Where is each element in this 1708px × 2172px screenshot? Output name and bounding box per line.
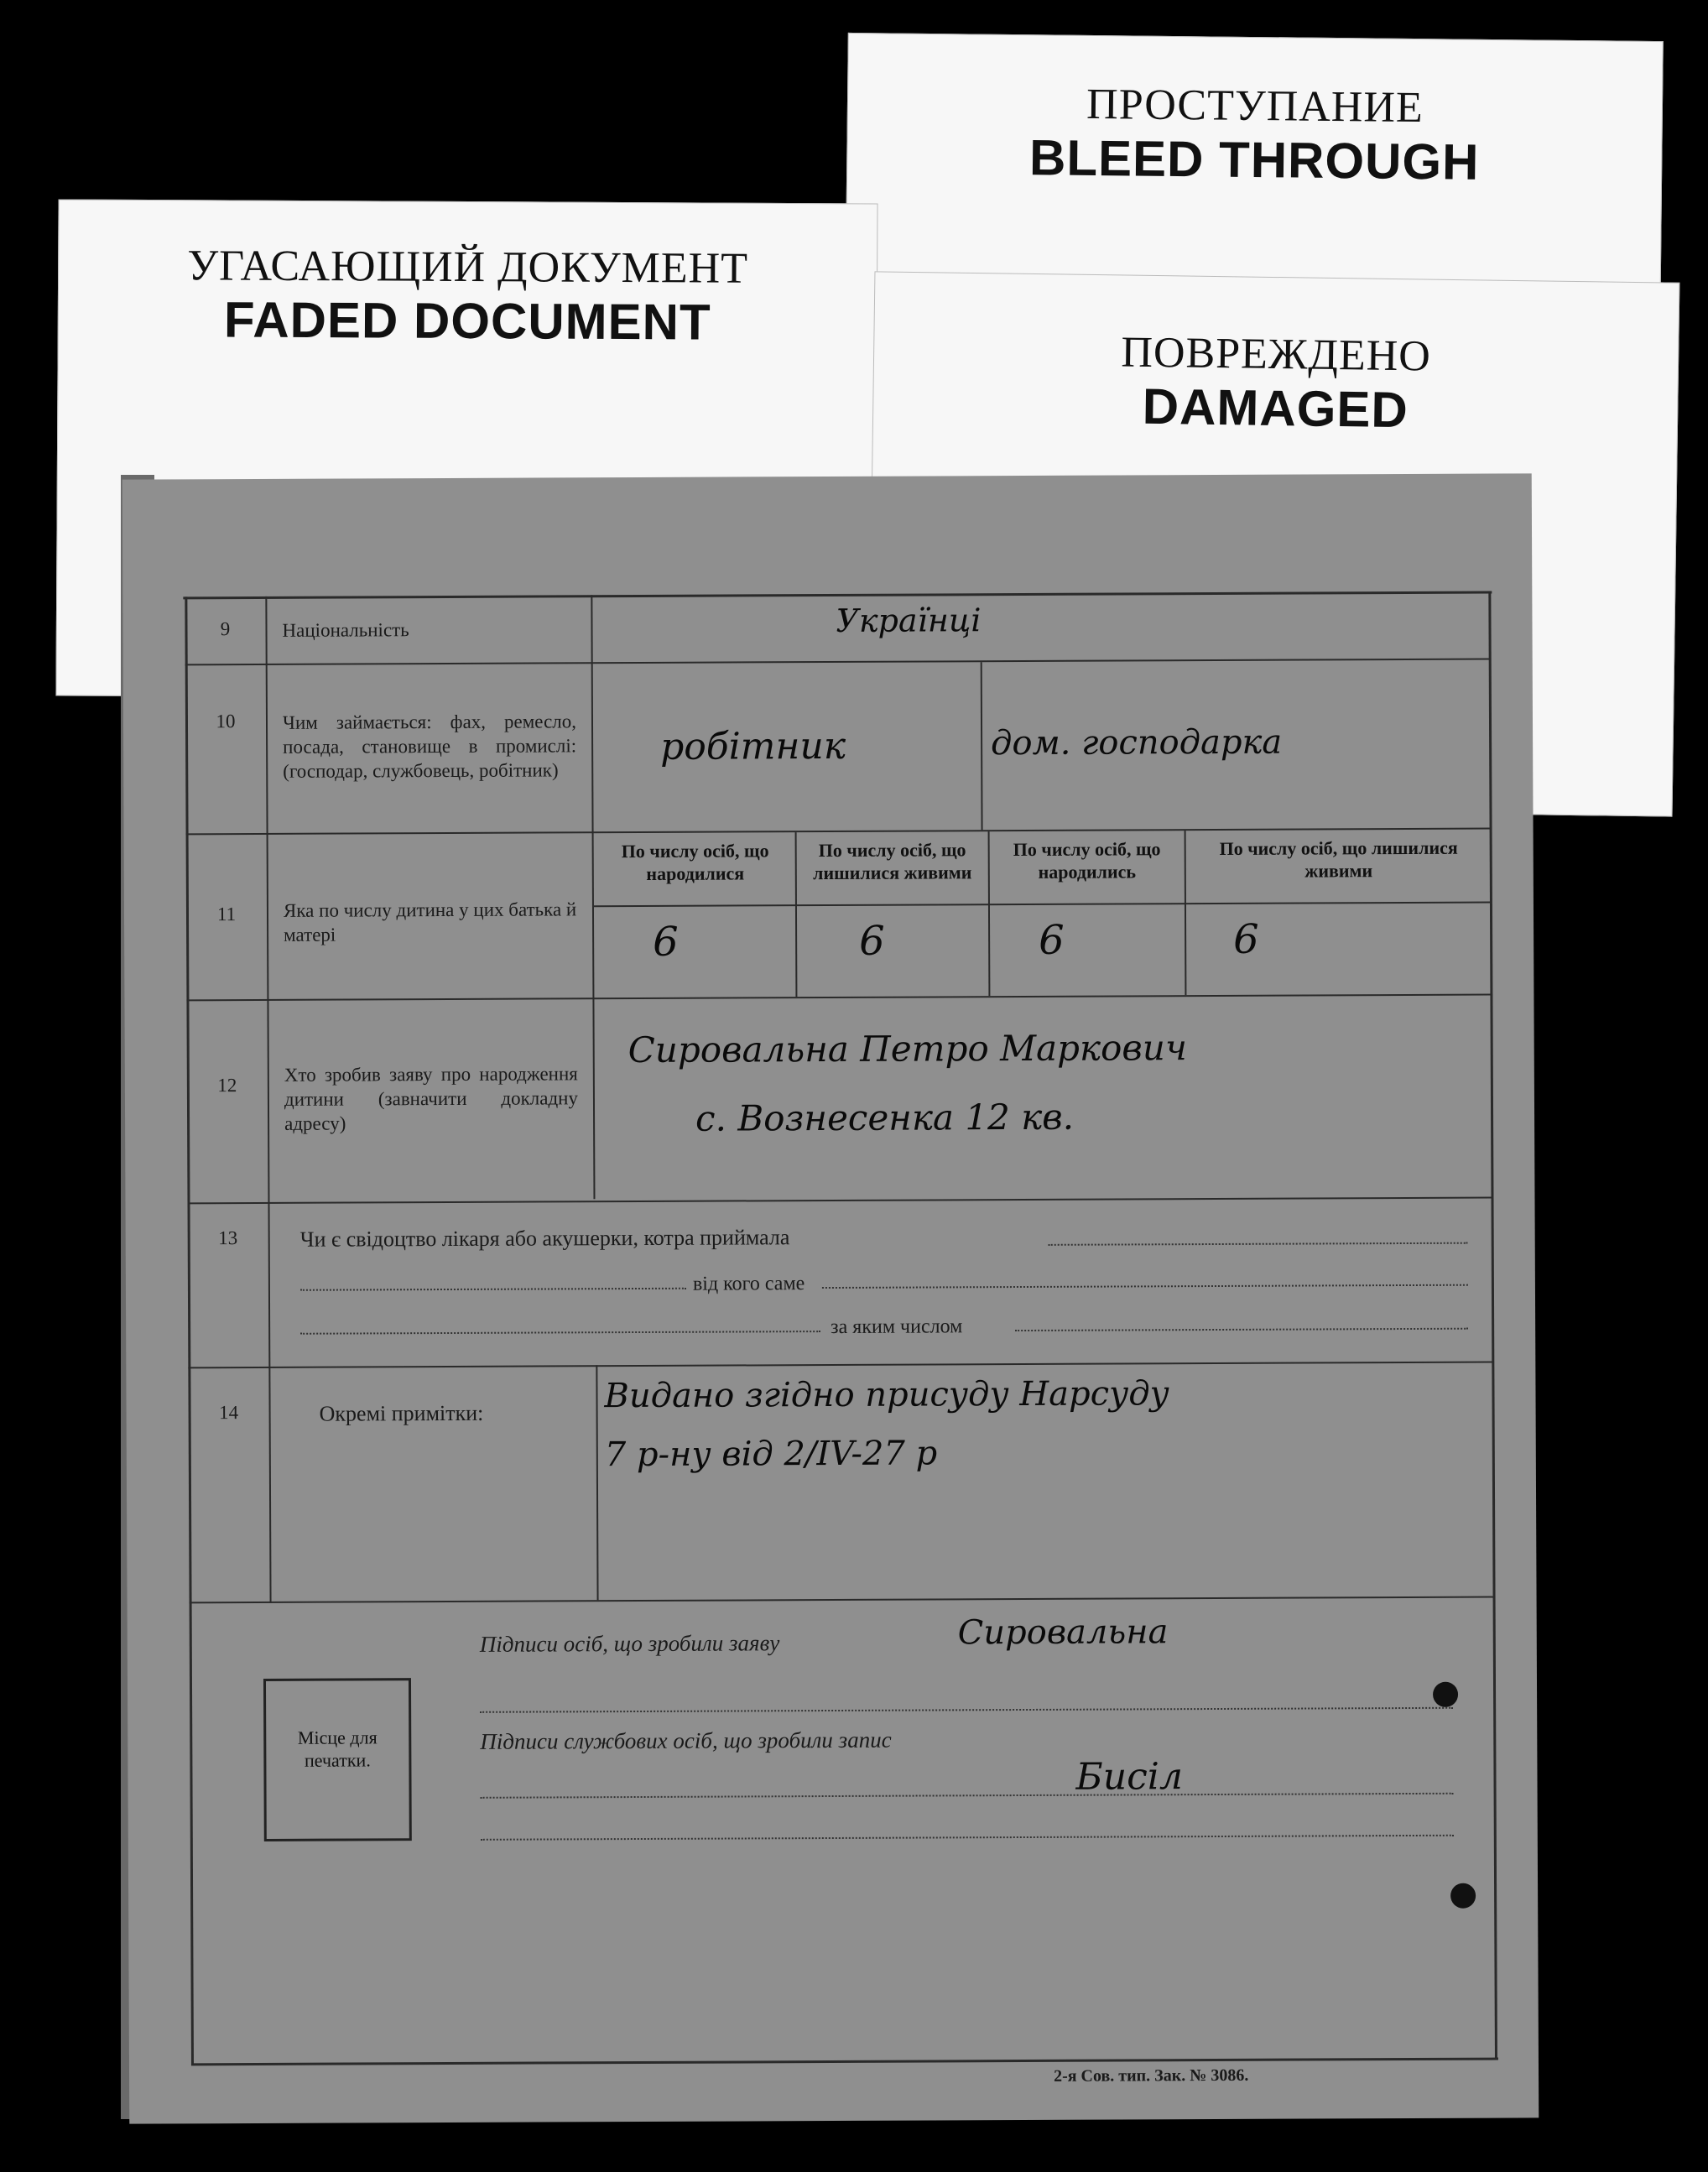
row-separator (186, 828, 1492, 836)
date-label: за яким числом (831, 1315, 963, 1338)
count-header-alive-2: По числу осіб, що лишилися живими (1219, 836, 1458, 882)
row-separator (190, 1596, 1495, 1604)
notes-column-rule (596, 1365, 598, 1600)
binding-hole (1433, 1682, 1458, 1707)
damaged-ru-label: ПОВРЕЖДЕНО (1121, 328, 1432, 381)
row-number-11: 11 (216, 904, 237, 925)
count-header-born: По числу осіб, що народилися (621, 840, 769, 884)
from-whom-label: від кого саме (692, 1273, 805, 1295)
row-separator (186, 994, 1492, 1002)
handwritten-count-alive-2: 6 (1233, 915, 1259, 963)
count-split-rule (1185, 831, 1187, 995)
nationality-label: Національність (282, 619, 409, 641)
damaged-en-label: DAMAGED (1142, 378, 1409, 439)
handwritten-applicant-address: с. Вознесенка 12 кв. (695, 1096, 1075, 1139)
count-header-rule (594, 902, 1492, 908)
binding-hole (1450, 1883, 1476, 1909)
count-header-alive: По числу осіб, що лишилися живими (813, 839, 972, 884)
table-left-rule (185, 596, 194, 2065)
occupation-label: Чим займається: фах, ремесло, посада, становище в промислі: (господар, службовець, робітник) (282, 711, 577, 782)
row-separator (187, 1197, 1492, 1205)
handwritten-occupation-mother: дом. господарка (991, 722, 1283, 763)
bleed-through-en-label: BLEED THROUGH (1028, 129, 1480, 190)
count-header-born-2: По числу осіб, що народились (1013, 838, 1161, 883)
table-right-rule (1488, 591, 1497, 2060)
signature-fill-line (481, 1793, 1454, 1799)
row-number-12: 12 (217, 1075, 237, 1096)
applicant-label: Хто зробив заяву про народження дитини (завначити докладну адресу) (284, 1063, 579, 1134)
child-order-label: Яка по числу дитина у цих батька й матері (283, 898, 577, 945)
faded-document-en-label: FADED DOCUMENT (223, 291, 711, 351)
doctor-certificate-label: Чи є свідоцтво лікаря або акушерки, котра приймала (299, 1225, 790, 1252)
handwritten-official-signature: Бисіл (1075, 1755, 1184, 1799)
handwritten-occupation-father: робітник (660, 724, 846, 768)
count-split-rule (795, 832, 798, 997)
handwritten-applicant-signature: Сировальна (957, 1612, 1169, 1653)
certificate-fill-line (300, 1288, 686, 1291)
handwritten-count-born: 6 (653, 918, 679, 966)
signature-fill-line (481, 1835, 1454, 1841)
row-number-10: 10 (216, 711, 236, 732)
occupation-split-rule (981, 662, 983, 830)
handwritten-count-alive: 6 (859, 917, 885, 965)
row-separator (188, 1362, 1493, 1369)
applicants-signature-label: Підписи осіб, що зробили заяву (479, 1630, 780, 1657)
row-number-9: 9 (220, 618, 231, 640)
count-split-rule (988, 831, 991, 996)
handwritten-notes-line2: 7 р-ну від 2/IV-27 р (604, 1434, 938, 1475)
table-top-rule (183, 591, 1492, 600)
number-column-rule (265, 596, 271, 1603)
seal-box (263, 1678, 412, 1841)
row-number-13: 13 (218, 1227, 238, 1249)
handwritten-applicant-name: Сировальна Петро Маркович (627, 1027, 1188, 1071)
handwritten-count-born-2: 6 (1039, 916, 1065, 964)
date-fill-line (1015, 1328, 1468, 1331)
officials-signature-label: Підписи службових осіб, що зробили запис (480, 1727, 892, 1754)
signature-fill-line (480, 1707, 1453, 1713)
handwritten-notes-line1: Видано згідно присуду Нарсуду (604, 1374, 1169, 1416)
seal-place-label: Місце для печатки. (297, 1727, 378, 1771)
row-separator (185, 659, 1491, 666)
faded-document-ru-label: УГАСАЮЩИЙ ДОКУМЕНТ (187, 242, 749, 293)
birth-record-sheet (122, 473, 1539, 2123)
row-number-14: 14 (219, 1402, 239, 1424)
date-fill-line (300, 1331, 820, 1335)
handwritten-nationality: Українці (836, 602, 982, 639)
from-whom-fill-line (822, 1284, 1468, 1289)
printer-mark: 2-я Сов. тип. Зак. № 3086. (1053, 2065, 1249, 2086)
table-bottom-rule (191, 2058, 1498, 2066)
notes-label: Окремі примітки: (319, 1400, 484, 1426)
bleed-through-ru-label: ПРОСТУПАНИЕ (1086, 80, 1424, 133)
label-column-rule (591, 595, 595, 1199)
